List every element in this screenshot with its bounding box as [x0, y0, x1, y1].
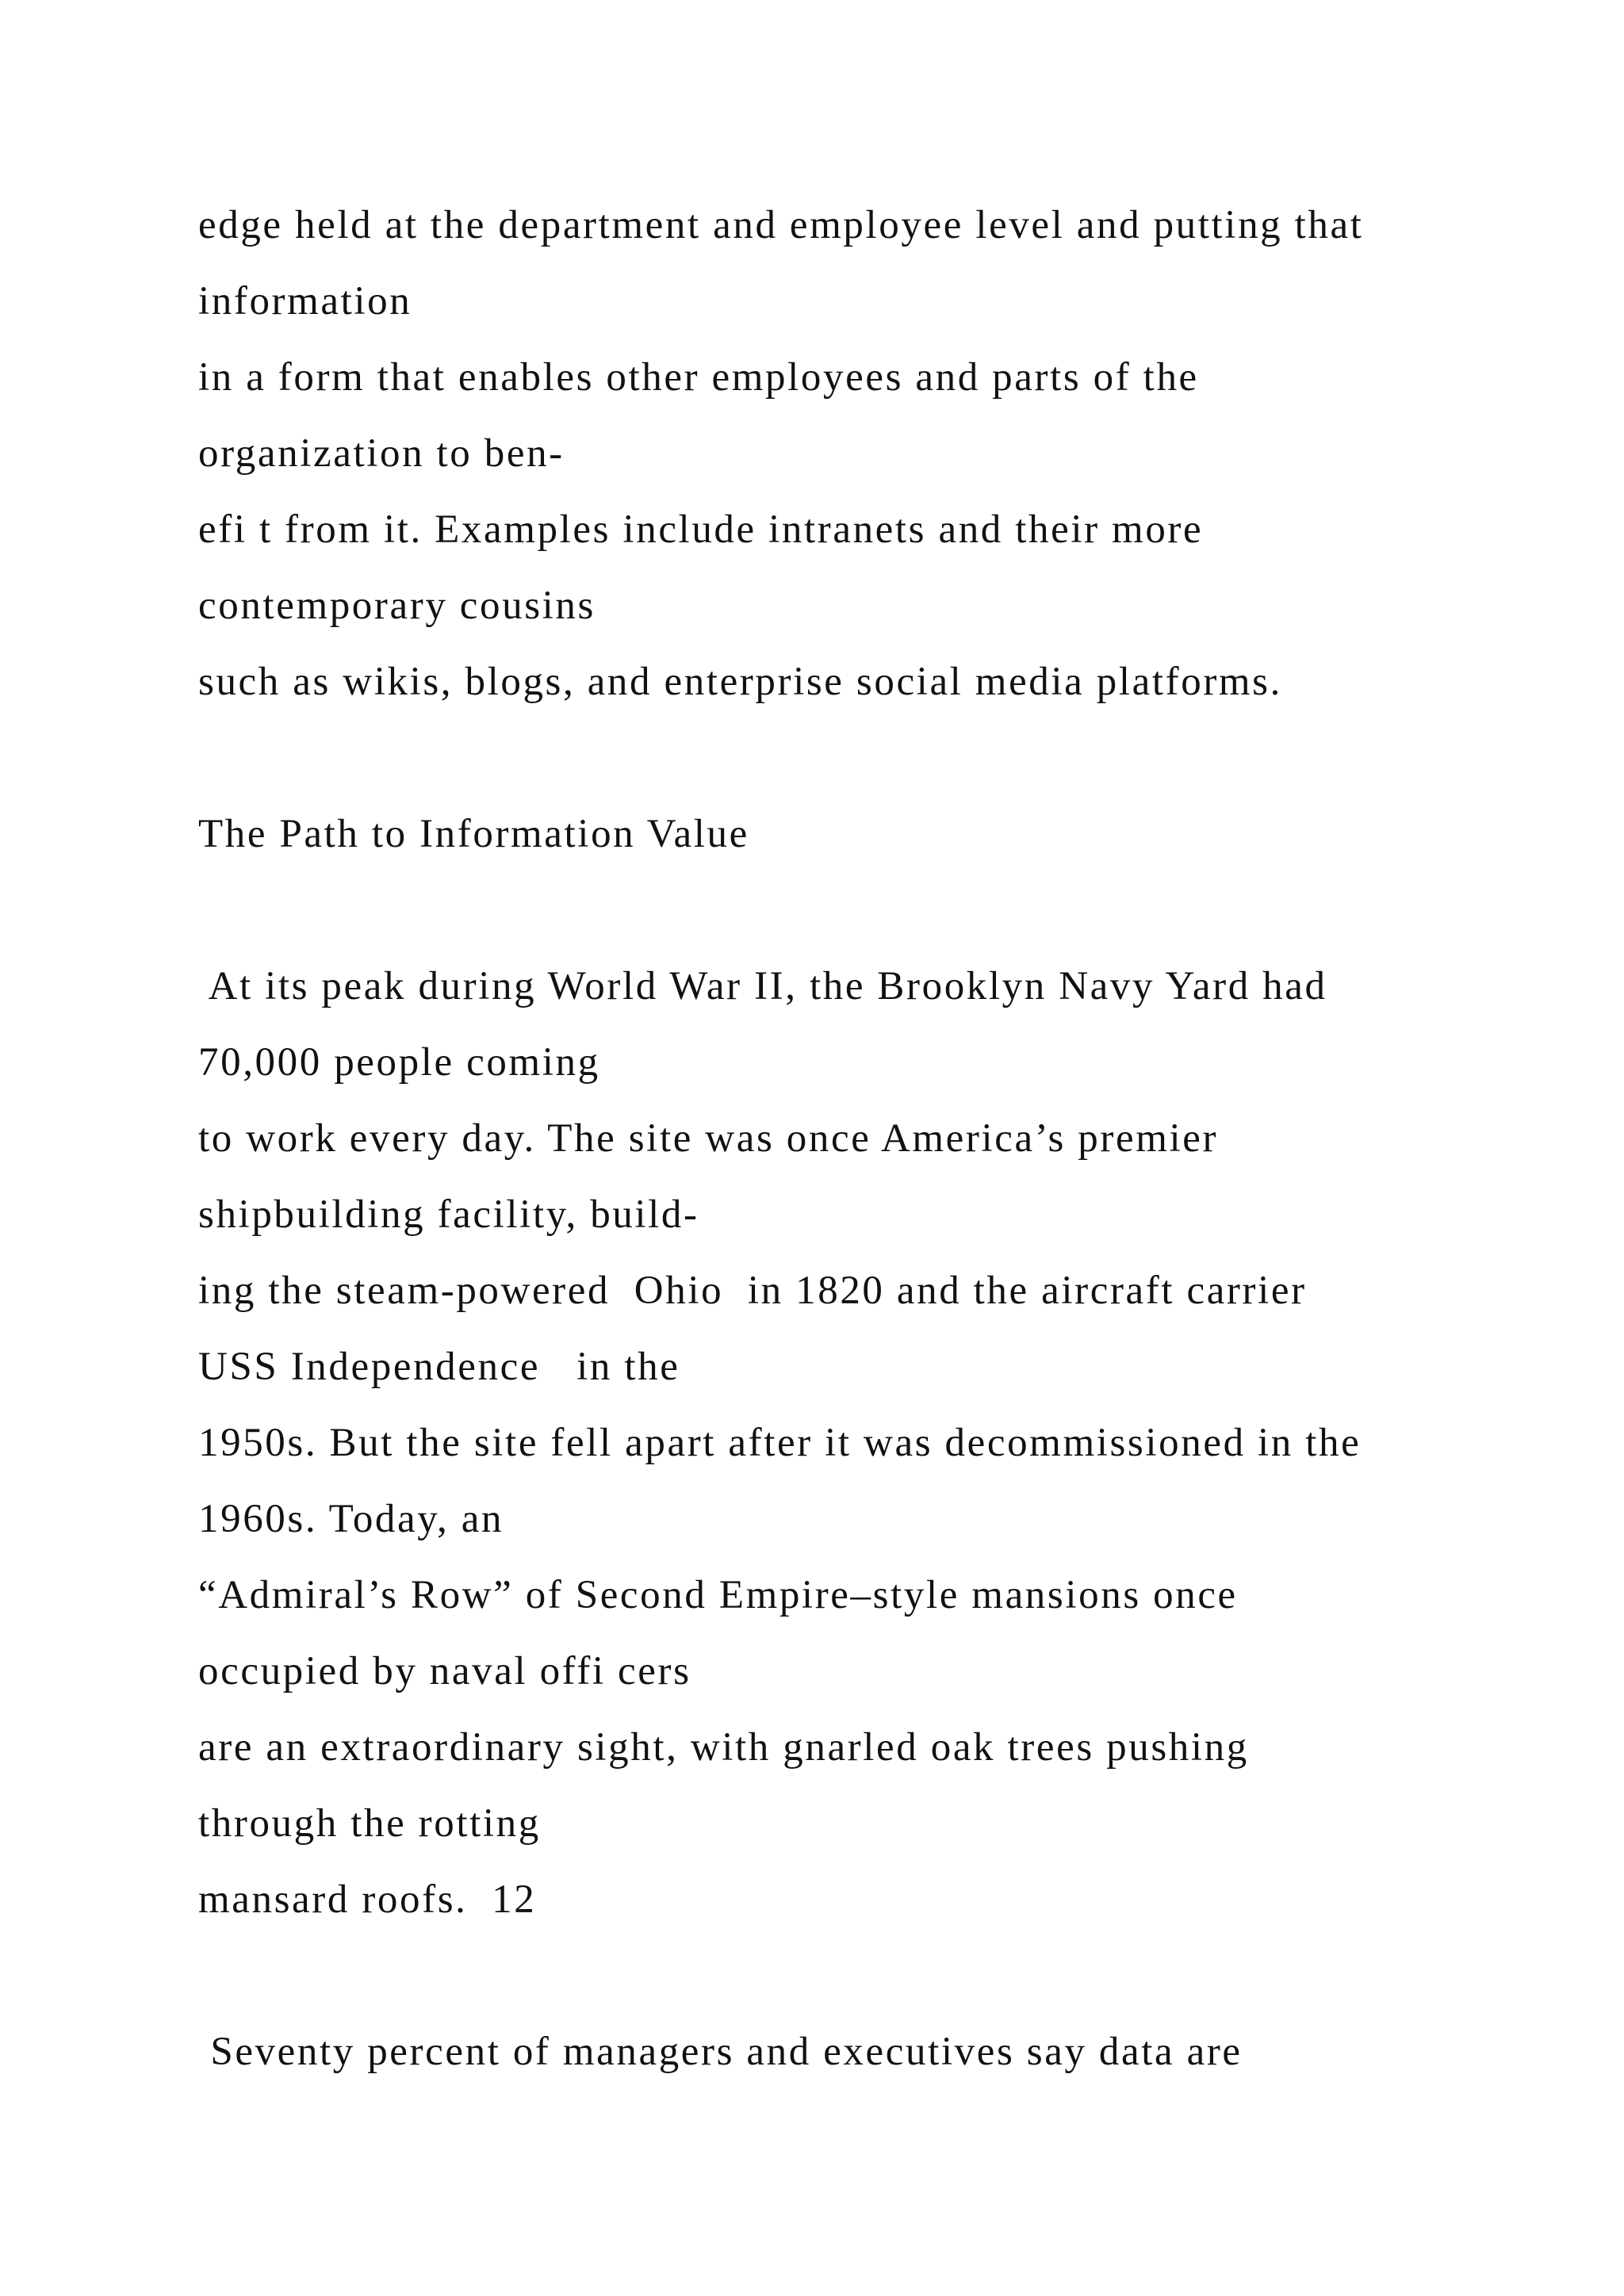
text-line: information	[198, 279, 412, 323]
text-line: contemporary cousins	[198, 584, 596, 628]
document-body	[198, 187, 1546, 2090]
text-line: At its peak during World War II, the Brooklyn Navy Yard had	[198, 964, 1327, 1008]
text-line: to work every day. The site was once America’s premier	[198, 1116, 1219, 1161]
text-line: 1950s. But the site fell apart after it was decommissioned in the	[198, 1421, 1362, 1465]
text-line: USS Independence in the	[198, 1345, 680, 1389]
text-line: occupied by naval offi cers	[198, 1649, 691, 1693]
blank-line	[198, 872, 1546, 948]
section-heading: The Path to Information Value	[198, 812, 749, 856]
text-line: such as wikis, blogs, and enterprise social media platforms.	[198, 660, 1282, 704]
text-line: are an extraordinary sight, with gnarled oak trees pushing	[198, 1725, 1249, 1770]
text-line: efi t from it. Examples include intranets and their more	[198, 507, 1204, 552]
text-line: 70,000 people coming	[198, 1040, 600, 1085]
text-line: “Admiral’s Row” of Second Empire–style mansions once	[198, 1573, 1238, 1617]
text-line: Seventy percent of managers and executives say data are	[198, 2030, 1243, 2074]
text-line: shipbuilding facility, build-	[198, 1192, 699, 1237]
text-line: organization to ben-	[198, 431, 565, 476]
blank-line	[198, 1938, 1546, 2014]
text-line: edge held at the department and employee level and putting that	[198, 203, 1364, 247]
text-line: in a form that enables other employees and parts of the	[198, 355, 1199, 400]
blank-line	[198, 720, 1546, 796]
text-line: ing the steam-powered Ohio in 1820 and the aircraft carrier	[198, 1269, 1307, 1313]
text-line: through the rotting	[198, 1801, 541, 1846]
text-line: 1960s. Today, an	[198, 1497, 504, 1541]
text-line: mansard roofs. 12	[198, 1877, 537, 1922]
